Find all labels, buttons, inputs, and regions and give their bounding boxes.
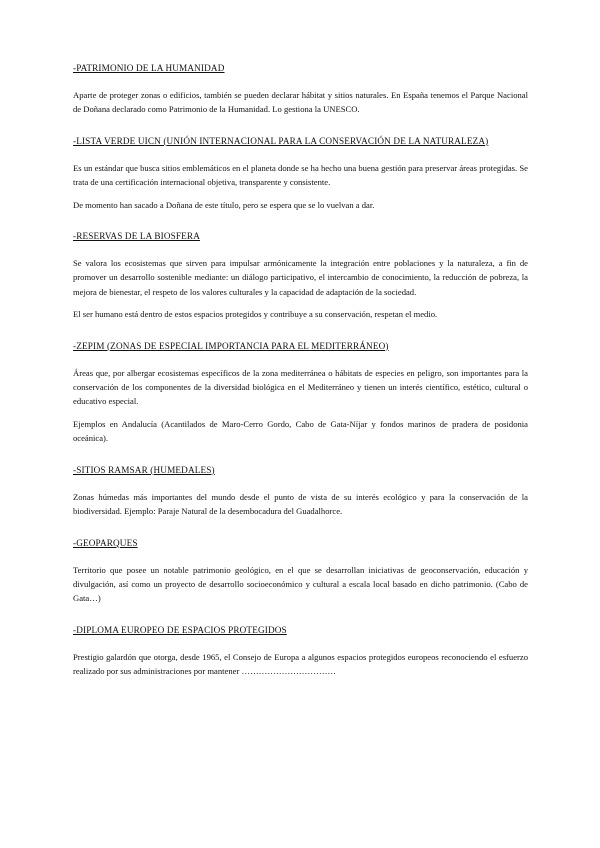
section-paragraph: Territorio que posee un notable patrimonio geológico, en el que se desarrollan iniciativas de geoconservación, educación y divulgación, así como un proyecto de desarrollo socioeconómico y cultural a escala local basado en dicho patrimonio. (Cabo de Gata…) — [73, 564, 528, 604]
section-paragraph: Áreas que, por albergar ecosistemas específicos de la zona mediterránea o hábitats de especies en peligro, son importantes para la conservación de los componentes de la diversidad biológica en el Mediterráneo y tienen un interés científico, estético, cultural o educativo especial. — [73, 367, 528, 407]
section-heading: -LISTA VERDE UICN (UNIÓN INTERNACIONAL PARA LA CONSERVACIÓN DE LA NATURALEZA) — [73, 135, 489, 146]
section-heading: -GEOPARQUES — [73, 537, 138, 548]
section-heading: -ZEPIM (ZONAS DE ESPECIAL IMPORTANCIA PARA EL MEDITERRÁNEO) — [73, 340, 389, 351]
section-patrimonio-humanidad — [73, 62, 528, 117]
section-heading: -SITIOS RAMSAR (HUMEDALES) — [73, 464, 215, 475]
section-paragraph: El ser humano está dentro de estos espacios protegidos y contribuye a su conservación, respetan el medio. — [73, 309, 438, 320]
section-paragraph: Ejemplos en Andalucía (Acantilados de Maro-Cerro Gordo, Cabo de Gata-Níjar y fondos marinos de pradera de posidonia oceánica). — [73, 418, 528, 444]
section-paragraph: Es un estándar que busca sitios emblemáticos en el planeta donde se ha hecho una buena gestión para preservar áreas protegidas. Se trata de una certificación internacional objetiva, transparente y consistente. — [73, 162, 528, 188]
section-zepim — [73, 340, 528, 446]
section-paragraph: Prestigio galardón que otorga, desde 1965, el Consejo de Europa a algunos espacios protegidos europeos reconociendo el esfuerzo realizado por sus administraciones por mantener …………………………… — [73, 651, 528, 677]
section-paragraph: De momento han sacado a Doñana de este título, pero se espera que se lo vuelvan a dar. — [73, 199, 375, 210]
section-lista-verde-uicn — [73, 135, 528, 212]
section-paragraph: Aparte de proteger zonas o edificios, también se pueden declarar hábitat y sitios naturales. En España tenemos el Parque Nacional de Doñana declarado como Patrimonio de la Humanidad. Lo gestiona la UNESCO. — [73, 90, 528, 115]
section-geoparques — [73, 537, 528, 606]
section-heading: -RESERVAS DE LA BIOSFERA — [73, 231, 200, 242]
section-heading: -DIPLOMA EUROPEO DE ESPACIOS PROTEGIDOS — [73, 624, 287, 635]
section-reservas-biosfera — [73, 230, 528, 322]
section-heading: -PATRIMONIO DE LA HUMANIDAD — [73, 63, 225, 73]
section-diploma-europeo — [73, 624, 528, 679]
section-paragraph: Se valora los ecosistemas que sirven para impulsar armónicamente la integración entre poblaciones y la naturaleza, a fin de promover un desarrollo sostenible mediante: un diálogo participativo, el intercambio de conocimiento, la reducción de pobreza, la mejora de bienestar, el respeto de los valores culturales y la capacidad de adaptación de la sociedad. — [73, 258, 528, 297]
section-paragraph: Zonas húmedas más importantes del mundo desde el punto de vista de su interés ecológico y para la conservación de la biodiversidad. Ejemplo: Paraje Natural de la desembocadura del Guadalhorce. — [73, 491, 528, 517]
section-sitios-ramsar — [73, 464, 528, 519]
document-body — [73, 62, 528, 697]
